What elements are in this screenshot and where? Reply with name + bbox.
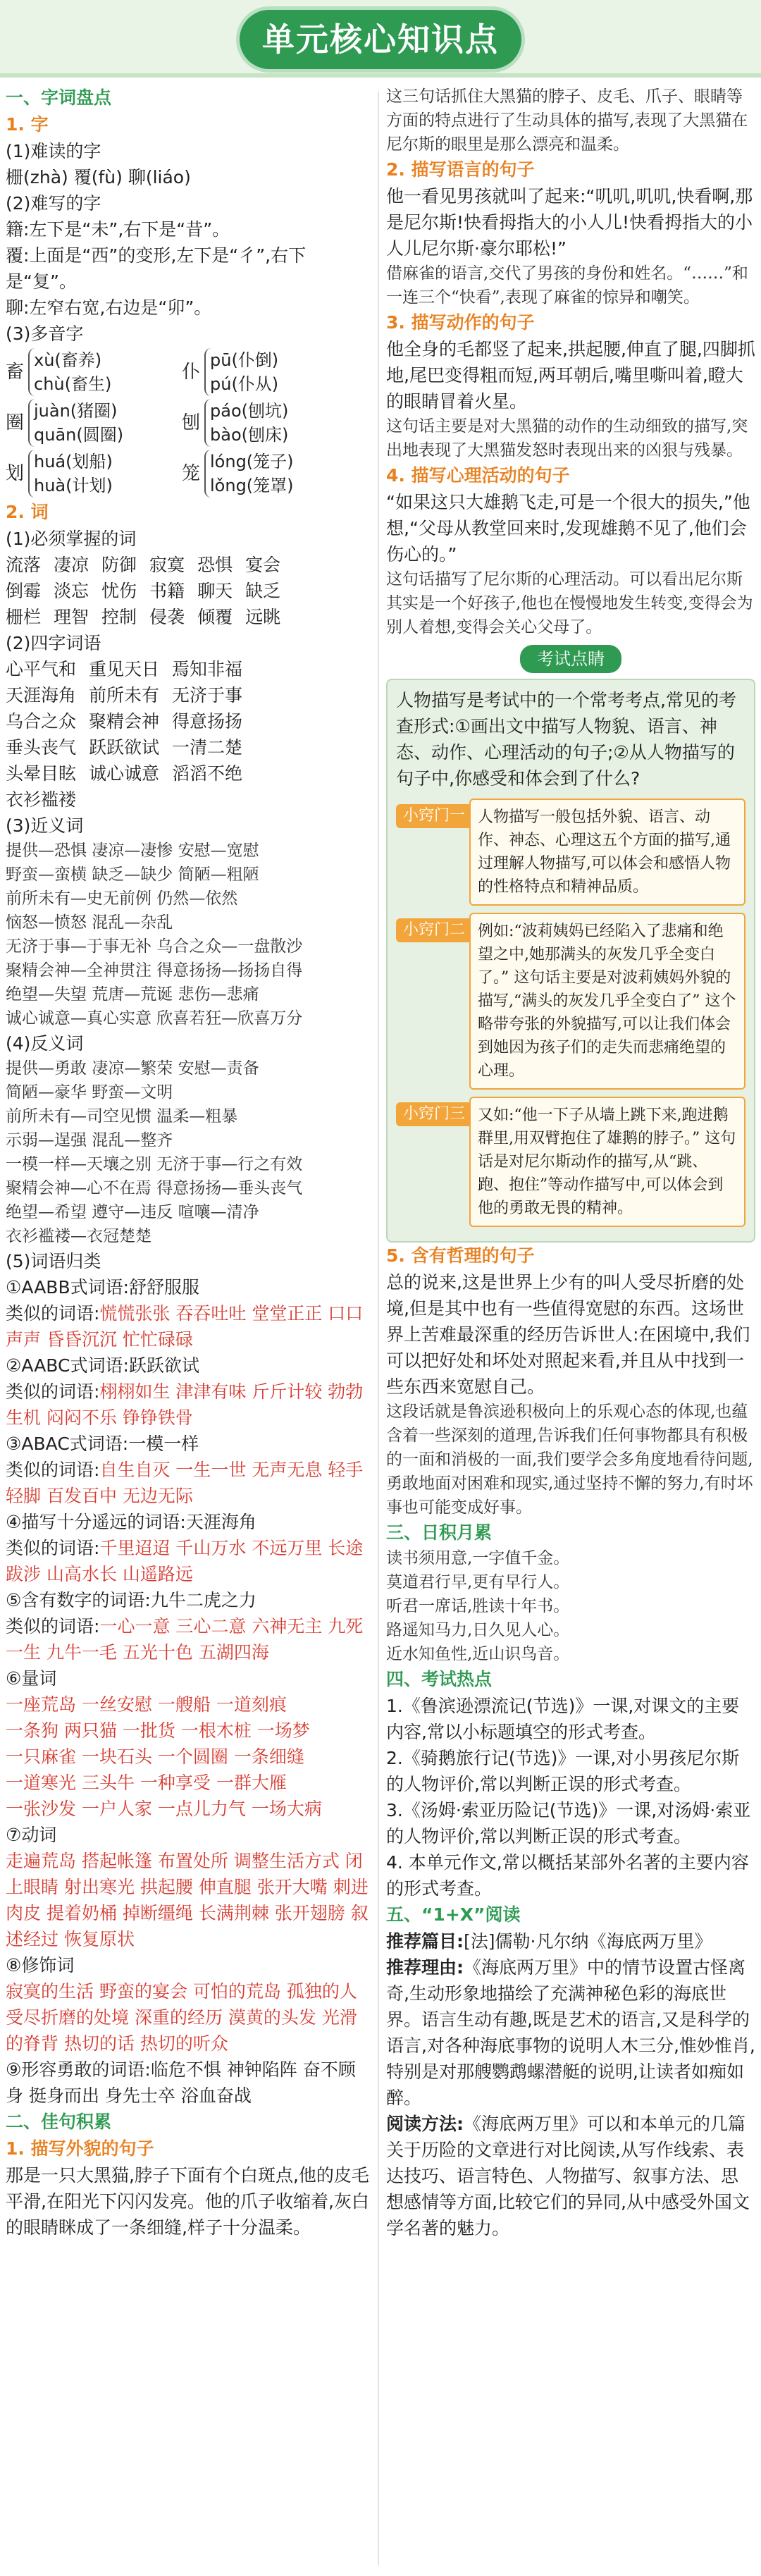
word: 理智 (54, 607, 89, 627)
verb-line: 走遍荒岛 搭起帐篷 布置处所 调整生活方式 闭上眼睛 射出寒光 拱起腰 伸直腿 张开大嘴 刺进肉皮 提着奶桶 掉断缰绳 长满荆棘 张开翅膀 叙述经过 恢复原状 (6, 1851, 369, 1949)
tip-label: 小窍门二 (396, 918, 472, 942)
antonym-line: 衣衫褴褛—衣冠楚楚 (6, 1227, 151, 1245)
exam-title: 考试点睛 (520, 645, 621, 673)
poly-reading: lóng(笼子) (210, 452, 294, 472)
reading-line: 栅(zhà) 覆(fù) 聊(liáo) (6, 167, 191, 187)
word: 栅栏 (6, 607, 42, 627)
tip (396, 1097, 745, 1227)
label: (1)必须掌握的词 (6, 529, 137, 549)
antonym-line: 聚精会神—心不在焉 得意扬扬—垂头丧气 (6, 1179, 303, 1197)
word: 前所未有 (89, 685, 160, 705)
exam-intro: 人物描写是考试中的一个常考考点,常见的考查形式:①画出文中描写人物貌、语言、神态、动作、心理活动的句子;②从人物描写的句子中,你感受和体会到了什么? (396, 690, 736, 789)
writing-note: 覆:上面是“西”的变形,左下是“彳”,右下是“复”。 (6, 245, 307, 292)
reason-text: 《海底两万里》中的情节设置古怪离奇,生动形象地描绘了充满神秘色彩的海底世界。语言生动有趣,既是艺术的语言,又是科学的语言,对各种海底事物的说明人木三分,惟妙惟肖,特别是对那艘鹦鹉螺潜艇的说明,让读者如痴如醉。 (386, 1957, 755, 2108)
similar-words: 自生自灭 一生一世 无声无息 轻手轻脚 百发百中 无边无际 (6, 1460, 364, 1506)
synonym-line: 聚精会神—全神贯注 得意扬扬—扬扬自得 (6, 961, 303, 980)
word: 无济于事 (172, 685, 243, 705)
synonym-line: 无济于事—于事无补 乌合之众—一盘散沙 (6, 937, 303, 956)
exam-title-wrap (386, 645, 755, 673)
poem-line: 读书须用意,一字值千金。 (386, 1549, 570, 1567)
antonym-line: 前所未有—司空见惯 温柔—粗暴 (6, 1107, 238, 1126)
word: 天涯海角 (6, 685, 77, 705)
synonym-line: 野蛮—蛮横 缺乏—缺少 简陋—粗陋 (6, 865, 259, 884)
word: 滔滔不绝 (172, 763, 243, 784)
word: 寂寞 (149, 555, 185, 575)
section-heading: 五、“1+X”阅读 (386, 1904, 521, 1925)
category-label: ④描写十分遥远的词语:天涯海角 (6, 1512, 256, 1532)
method-label: 阅读方法: (386, 2114, 464, 2134)
word: 头晕目眩 (6, 763, 77, 784)
left-column (6, 85, 372, 2569)
poly-item (6, 450, 182, 498)
exam-box (386, 679, 755, 1243)
synonym-line: 提供—恐惧 凄凉—凄惨 安慰—宽慰 (6, 842, 259, 860)
polyphonic-list (6, 347, 372, 499)
poly-char: 笼 (182, 463, 201, 484)
modifier-line: 寂寞的生活 野蛮的宴会 可怕的荒岛 孤独的人 受尽折磨的处境 深重的经历 漠黄的头发 光滑的脊背 热切的话 热切的听众 (6, 1981, 357, 2054)
similar-words: 慌慌张张 吞吞吐吐 堂堂正正 口口声声 昏昏沉沉 忙忙碌碌 (6, 1303, 364, 1350)
category-label: ⑨形容勇敢的词语:临危不惧 神钟陷阵 奋不顾身 挺身而出 身先士卒 浴血奋战 (6, 2059, 356, 2106)
tip-body: 又如:“他一下子从墙上跳下来,跑进鹅群里,用双臂抱住了雄鹅的脖子。” 这句话是对尼尔斯动作的描写,从“跳、跑、抱住”等动作描写中,可以体会到他的勇敢无畏的精神。 (469, 1097, 745, 1227)
section-heading: 二、佳句积累 (6, 2112, 112, 2132)
reason-line (386, 1954, 755, 2111)
word-row (6, 578, 372, 604)
category-words (6, 1535, 372, 1587)
example-sentence: 总的说来,这是世界上少有的叫人受尽折磨的处境,但是其中也有一些值得宽慰的东西。这场世界上苦难最深重的经历告诉世人:在困境中,我们可以把好处和坏处对照起来看,并且从中找到一些东西来宽慰自己。 (386, 1272, 750, 1397)
tip-body: 例如:“波莉姨妈已经陷入了悲痛和绝望之中,她那满头的灰发几乎全变白了。” 这句话主要是对波莉姨妈外貌的描写,“满头的灰发几乎全变白了” 这个略带夸张的外貌描写,可以让我们体会到她因为孩子们的走失而悲痛绝望的心理。 (469, 913, 745, 1090)
poly-char: 仆 (182, 362, 201, 383)
hot-item: 1.《鲁滨逊漂流记(节选)》一课,对课文的主要内容,常以小标题填空的形式考查。 (386, 1696, 740, 1742)
category-label: ⑦动词 (6, 1825, 57, 1845)
label: (5)词语归类 (6, 1251, 101, 1271)
sub-heading: 1. 字 (6, 114, 49, 135)
sub-heading: 1. 描写外貌的句子 (6, 2138, 154, 2159)
category-label: ②AABC式词语:跃跃欲试 (6, 1355, 199, 1376)
poly-item (182, 399, 358, 447)
tip-label: 小窍门三 (396, 1102, 472, 1126)
poly-reading: huá(划船) (34, 452, 113, 472)
poem-line: 路遥知马力,日久见人心。 (386, 1621, 570, 1639)
poly-item (182, 450, 358, 498)
word: 书籍 (149, 581, 185, 601)
sub-heading: 2. 词 (6, 502, 49, 522)
right-column (386, 85, 755, 2569)
poly-item (6, 348, 182, 396)
writing-note: 聊:左窄右宽,右边是“卯”。 (6, 297, 212, 318)
word-row (6, 604, 372, 630)
label: (4)反义词 (6, 1033, 84, 1054)
example-sentence: “如果这只大雄鹅飞走,可是一个很大的损失,”他想,“父母从教堂回来时,发现雄鹅不见了,他们会伤心的。” (386, 492, 750, 565)
example-sentence: 他一看见男孩就叫了起来:“叽叽,叽叽,快看啊,那是尼尔斯!快看拇指大的小人儿!快看拇指大的小人儿尼尔斯·豪尔耶松!” (386, 186, 753, 259)
word: 衣衫褴褛 (6, 789, 77, 810)
antonym-line: 示弱—逞强 混乱—整齐 (6, 1131, 173, 1150)
poly-reading: pú(仆从) (210, 374, 279, 394)
word-row (6, 760, 372, 787)
word: 忧伤 (101, 581, 137, 601)
poly-brace (28, 348, 111, 396)
label: (3)近义词 (6, 815, 84, 836)
poem-line: 听君一席话,胜读十年书。 (386, 1597, 570, 1615)
poem-line: 莫道君行早,更有早行人。 (386, 1573, 570, 1591)
word: 恐惧 (197, 555, 233, 575)
word: 焉知非福 (172, 659, 243, 679)
hot-item: 2.《骑鹅旅行记(节选)》一课,对小男孩尼尔斯的人物评价,常以判断正误的形式考查。 (386, 1748, 740, 1794)
antonym-line: 提供—勇敢 凄凉—繁荣 安慰—责备 (6, 1059, 259, 1078)
word: 重见天日 (89, 659, 160, 679)
sentence-note: 这段话就是鲁滨逊积极向上的乐观心态的体现,也蕴含着一些深刻的道理,告诉我们任何事物都具有积极的一面和消极的一面,我们要学会多角度地看待问题,勇敢地面对困难和现实,通过坚持不懈的努力,有时坏事也可能变成好事。 (386, 1403, 753, 1517)
poly-reading: juàn(猪圈) (34, 401, 118, 421)
similar-words: 栩栩如生 津津有味 斤斤计较 勃勃生机 闷闷不乐 铮铮铁骨 (6, 1381, 364, 1428)
synonym-line: 前所未有—史无前例 仍然—依然 (6, 889, 238, 908)
word: 侵袭 (149, 607, 185, 627)
writing-note: 籍:左下是“未”,右下是“昔”。 (6, 219, 230, 240)
category-words (6, 1457, 372, 1509)
hot-item: 4. 本单元作文,常以概括某部外名著的主要内容的形式考查。 (386, 1852, 749, 1899)
tip-body: 人物描写一般包括外貌、语言、动作、神态、心理这五个方面的描写,通过理解人物描写,可以体会和感悟人物的性格特点和精神品质。 (469, 799, 745, 906)
synonym-line: 恼怒—愤怒 混乱—杂乱 (6, 913, 173, 932)
tip (396, 913, 745, 1090)
sentence-note: 借麻雀的语言,交代了男孩的身份和姓名。“……”和一连三个“快看”,表现了麻雀的惊异和嘲笑。 (386, 264, 748, 307)
poly-reading: lǒng(笼罩) (210, 476, 294, 495)
word-row (6, 552, 372, 578)
similar-prefix: 类似的词语: (6, 1616, 100, 1637)
word-row (6, 656, 372, 682)
poly-reading: quān(圆圈) (34, 425, 124, 445)
measure-line: 一道寒光 三头牛 一种享受 一群大雁 (6, 1773, 287, 1793)
poly-item (182, 348, 358, 396)
sub-heading: 5. 含有哲理的句子 (386, 1245, 535, 1266)
similar-prefix: 类似的词语: (6, 1460, 100, 1480)
word: 远眺 (245, 607, 281, 627)
sentence-note: 这三句话抓住大黑猫的脖子、皮毛、爪子、眼睛等方面的特点进行了生动具体的描写,表现了大黑猫在尼尔斯的眼里是那么漂亮和温柔。 (386, 87, 748, 154)
reason-label: 推荐理由: (386, 1957, 464, 1978)
category-words (6, 1300, 372, 1352)
word: 聚精会神 (89, 711, 160, 732)
poly-char: 划 (6, 463, 25, 484)
method-line (386, 2111, 755, 2241)
sub-heading: 2. 描写语言的句子 (386, 159, 535, 180)
measure-line: 一张沙发 一户人家 一点儿力气 一场大病 (6, 1799, 322, 1819)
category-label: ⑧修饰词 (6, 1955, 75, 1976)
section-heading: 三、日积月累 (386, 1522, 493, 1543)
example-sentence: 那是一只大黑猫,脖子下面有个白斑点,他的皮毛平滑,在阳光下闪闪发亮。他的爪子收缩着,灰白的眼睛眯成了一条细缝,样子十分温柔。 (6, 2165, 369, 2238)
word: 一清二楚 (172, 737, 243, 758)
word: 乌合之众 (6, 711, 77, 732)
sub-heading: 3. 描写动作的句子 (386, 312, 535, 333)
tip-label: 小窍门一 (396, 804, 472, 828)
page-title: 单元核心知识点 (262, 20, 499, 58)
poly-reading: xù(畜养) (34, 350, 102, 370)
label: (1)难读的字 (6, 141, 101, 161)
poly-char: 畜 (6, 362, 25, 383)
antonym-line: 绝望—希望 遵守—违反 喧嚷—清净 (6, 1203, 259, 1221)
similar-prefix: 类似的词语: (6, 1381, 100, 1402)
similar-prefix: 类似的词语: (6, 1303, 100, 1324)
word-row (6, 734, 372, 760)
poly-brace (204, 399, 288, 447)
section-heading: 一、字词盘点 (6, 87, 112, 108)
word: 跃跃欲试 (89, 737, 160, 758)
similar-words: 千里迢迢 千山万水 不远万里 长途跋涉 山高水长 山遥路远 (6, 1538, 364, 1584)
word: 控制 (101, 607, 137, 627)
synonym-line: 诚心诚意—真心实意 欣喜若狂—欣喜万分 (6, 1009, 303, 1028)
tip (396, 799, 745, 906)
measure-line: 一条狗 两只猫 一批货 一根木桩 一场梦 (6, 1720, 310, 1741)
category-words (6, 1379, 372, 1431)
title-banner (0, 0, 761, 79)
word: 聊天 (197, 581, 233, 601)
poly-char: 圈 (6, 412, 25, 433)
label: (3)多音字 (6, 323, 84, 344)
category-label: ⑤含有数字的词语:九牛二虎之力 (6, 1590, 256, 1610)
word: 防御 (101, 555, 137, 575)
poly-item (6, 399, 182, 447)
word: 倾覆 (197, 607, 233, 627)
similar-prefix: 类似的词语: (6, 1538, 100, 1558)
hot-item: 3.《汤姆·索亚历险记(节选)》一课,对汤姆·索亚的人物评价,常以判断正误的形式考查。 (386, 1800, 751, 1847)
poly-brace (204, 450, 294, 498)
word-row (6, 787, 372, 813)
similar-words: 一心一意 三心二意 六神无主 九死一生 九牛一毛 五光十色 五湖四海 (6, 1616, 364, 1663)
sentence-note: 这句话主要是对大黑猫的动作的生动细致的描写,突出地表现了大黑猫发怒时表现出来的凶狠与残暴。 (386, 417, 748, 460)
word: 诚心诚意 (89, 763, 160, 784)
label: (2)四字词语 (6, 633, 101, 653)
antonym-line: 一模一样—天壤之别 无济于事—行之有效 (6, 1155, 303, 1173)
poly-reading: chù(畜生) (34, 374, 112, 394)
word: 垂头丧气 (6, 737, 77, 758)
poly-reading: pū(仆倒) (210, 350, 279, 370)
word: 流落 (6, 555, 42, 575)
poly-reading: páo(刨坑) (210, 401, 289, 421)
poly-reading: huà(计划) (34, 476, 113, 495)
poly-brace (28, 399, 123, 447)
category-label: ⑥量词 (6, 1668, 57, 1689)
word: 心平气和 (6, 659, 77, 679)
label: (2)难写的字 (6, 193, 101, 214)
measure-line: 一只麻雀 一块石头 一个圆圈 一条细缝 (6, 1746, 304, 1767)
poem-line: 近水知鱼性,近山识鸟音。 (386, 1645, 570, 1663)
recommend-text: [法]儒勒·凡尔纳《海底两万里》 (464, 1931, 712, 1952)
antonym-line: 简陋—豪华 野蛮—文明 (6, 1083, 173, 1102)
poly-reading: bào(刨床) (210, 425, 289, 445)
synonym-line: 绝望—失望 荒唐—荒诞 悲伤—悲痛 (6, 985, 259, 1004)
word: 倒霉 (6, 581, 42, 601)
word: 凄凉 (54, 555, 89, 575)
recommend-label: 推荐篇目: (386, 1931, 464, 1952)
poly-brace (28, 450, 113, 498)
category-label: ③ABAC式词语:一模一样 (6, 1434, 199, 1454)
section-heading: 四、考试热点 (386, 1669, 493, 1689)
method-text: 《海底两万里》可以和本单元的几篇关于历险的文章进行对比阅读,从写作线索、表达技巧、语言特色、人物描写、叙事方法、思想感情等方面,比较它们的异同,从中感受外国文学名著的魅力。 (386, 2114, 750, 2238)
recommend-line (386, 1928, 755, 1954)
example-sentence: 他全身的毛都竖了起来,拱起腰,伸直了腿,四脚抓地,尾巴变得粗而短,两耳朝后,嘴里嘶叫着,瞪大的眼睛冒着火星。 (386, 339, 755, 412)
poly-brace (204, 348, 278, 396)
sentence-note: 这句话描写了尼尔斯的心理活动。可以看出尼尔斯其实是一个好孩子,他也在慢慢地发生转变,变得会为别人着想,变得会关心父母了。 (386, 570, 753, 636)
word-row (6, 708, 372, 734)
measure-line: 一座荒岛 一丝安慰 一艘船 一道刻痕 (6, 1694, 287, 1715)
category-label: ①AABB式词语:舒舒服服 (6, 1277, 200, 1298)
word: 淡忘 (54, 581, 89, 601)
column-divider (378, 92, 379, 2565)
word: 宴会 (245, 555, 281, 575)
poly-char: 刨 (182, 412, 201, 433)
word: 得意扬扬 (172, 711, 243, 732)
category-words (6, 1613, 372, 1665)
sub-heading: 4. 描写心理活动的句子 (386, 465, 570, 486)
word: 缺乏 (245, 581, 281, 601)
word-row (6, 682, 372, 708)
